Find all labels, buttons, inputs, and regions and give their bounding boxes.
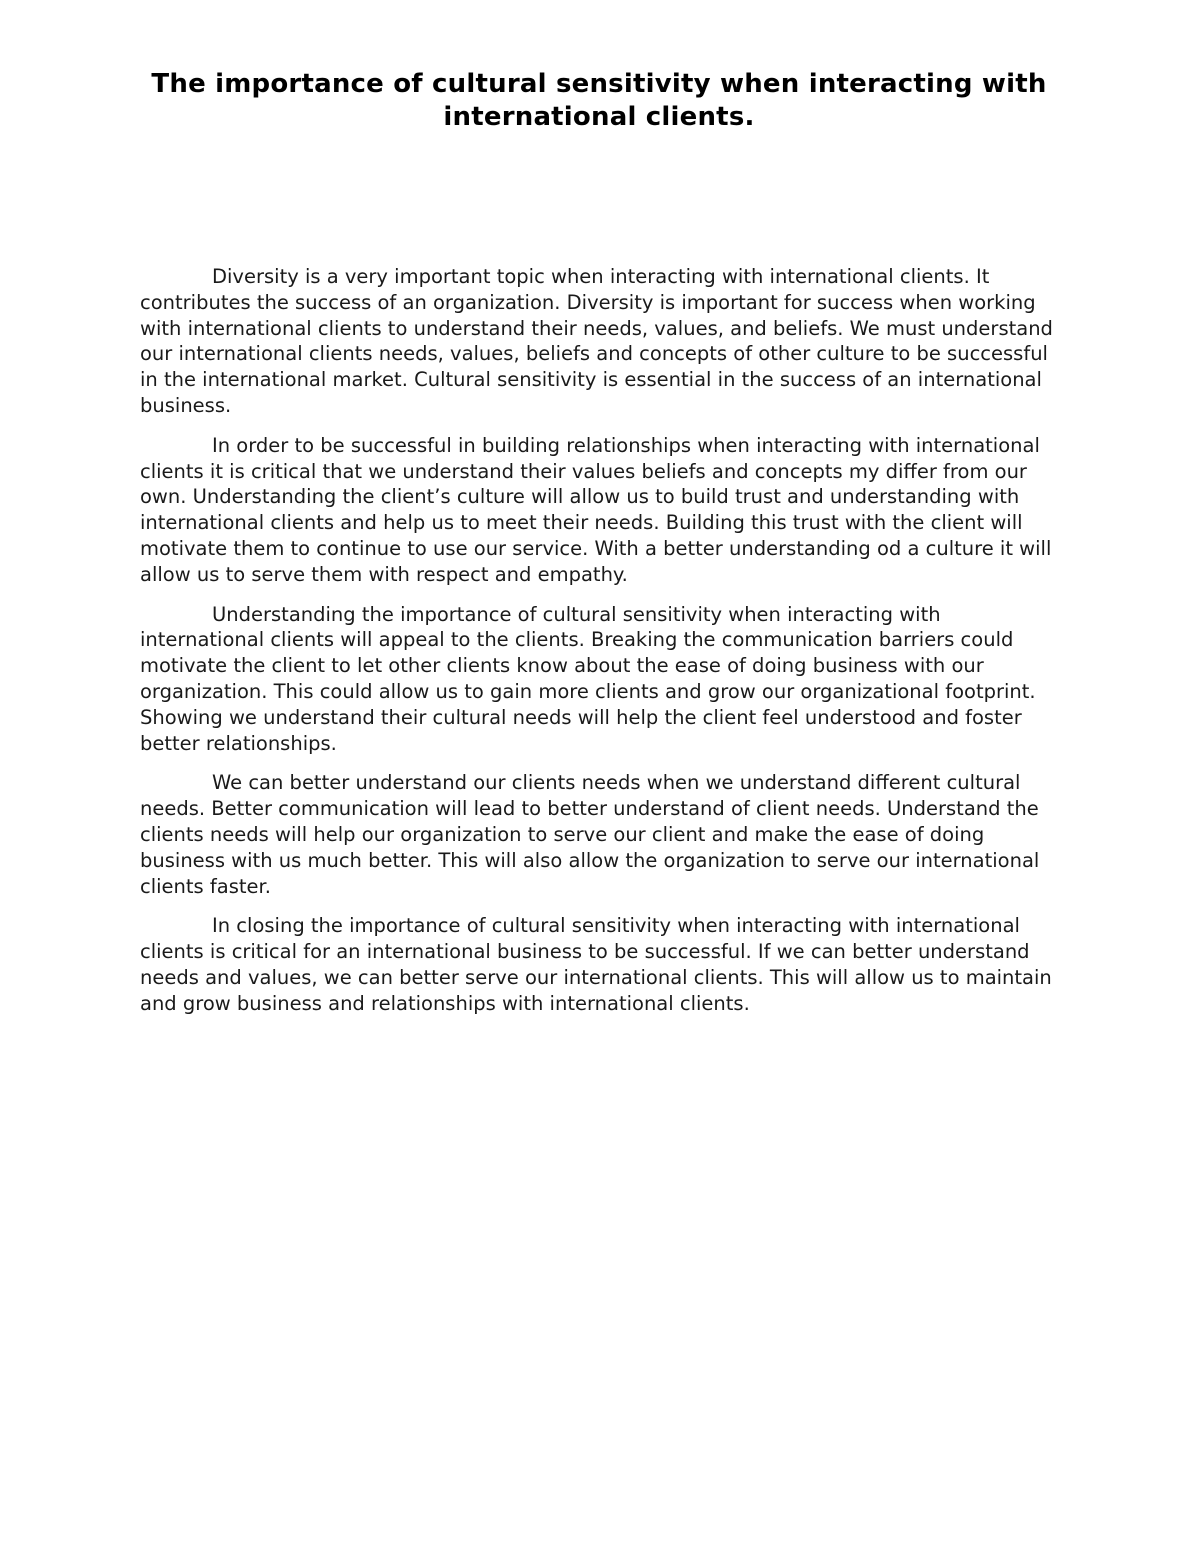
document-title: The importance of cultural sensitivity when interacting with international clients. xyxy=(151,69,1047,132)
paragraph-2: In order to be successful in building relationships when interacting with international clients it is critical that we understand their values beliefs and concepts my differ from our own. Understanding the client’s culture will allow us to build trust and understanding with international clients and help us to meet their needs. Building this trust with the client will motivate them to continue to use our service. With a better understanding od a culture it will allow us to serve them with respect and empathy. xyxy=(140,433,1052,586)
paragraph-4: We can better understand our clients needs when we understand different cultural needs. Better communication will lead to better understand of client needs. Understand the clients needs will help our organization to serve our client and make the ease of doing business with us much better. This will also allow the organization to serve our international clients faster. xyxy=(140,771,1040,898)
paragraph-1: Diversity is a very important topic when interacting with international clients. It contributes the success of an organization. Diversity is important for success when working with international clients to understand their needs, values, and beliefs. We must understand our international clients needs, values, beliefs and concepts of other culture to be successful in the international market. Cultural sensitivity is essential in the success of an international business. xyxy=(140,265,1053,417)
paragraph-3: Understanding the importance of cultural sensitivity when interacting with international clients will appeal to the clients. Breaking the communication barriers could motivate the client to let other clients know about the ease of doing business with our organization. This could allow us to gain more clients and grow our organizational footprint. Showing we understand their cultural needs will help the client feel understood and foster better relationships. xyxy=(140,602,1036,755)
paragraph-5: In closing the importance of cultural sensitivity when interacting with international clients is critical for an international business to be successful. If we can better understand needs and values, we can better serve our international clients. This will allow us to maintain and grow business and relationships with international clients. xyxy=(140,914,1052,1015)
document-body xyxy=(140,264,1062,1031)
